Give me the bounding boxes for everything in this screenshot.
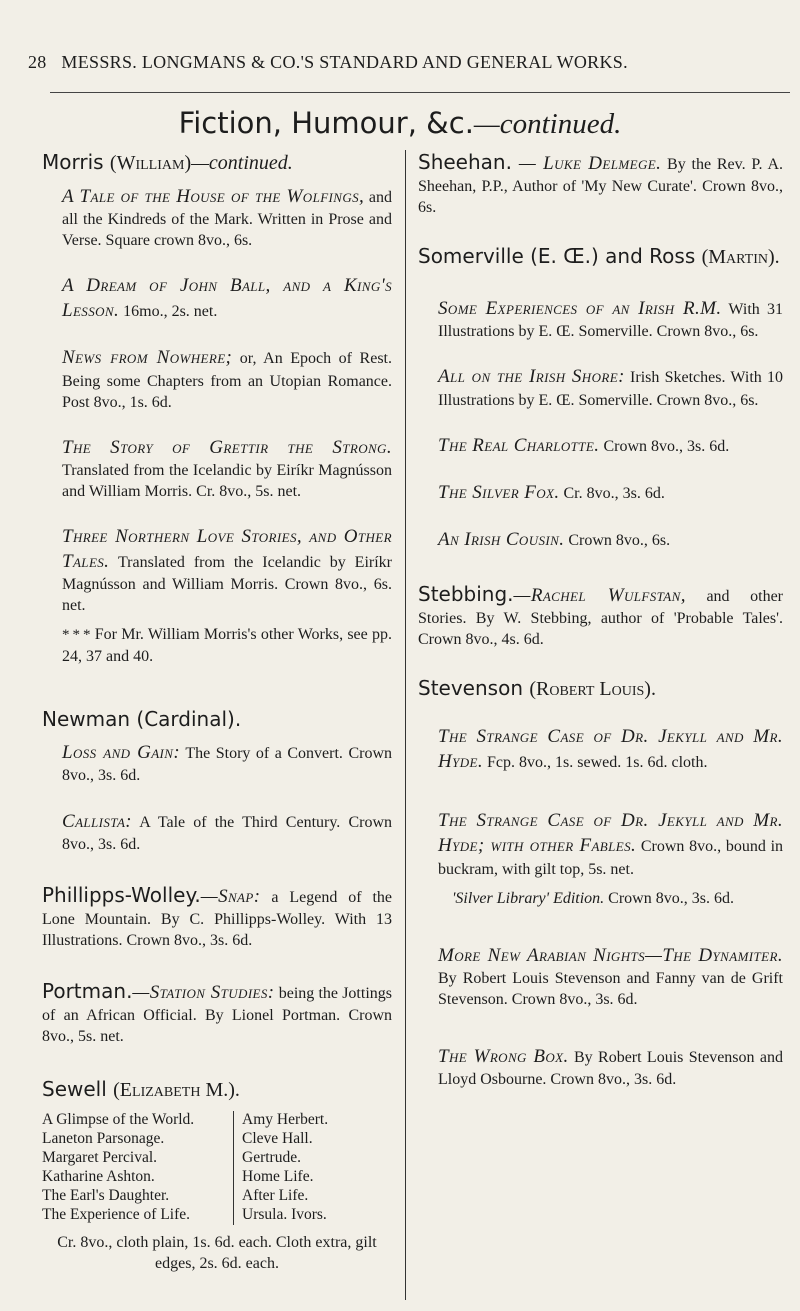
note-text: For Mr. William Morris's other Works, see pp. 24, 37 and 40. [62, 626, 392, 666]
author-heading-newman [42, 707, 392, 732]
book-title: Three Northern Love Stories, and Other Tales. [62, 526, 392, 573]
price-note: Cr. 8vo., cloth plain, 1s. 6d. each. Cloth extra, gilt edges, 2s. 6d. each. [57, 1233, 377, 1272]
title-list-column-a [42, 1111, 234, 1224]
book-description: Fcp. 8vo., 1s. sewed. 1s. 6d. cloth. [483, 754, 708, 772]
author-entry-portman [42, 979, 392, 1047]
book-title: Some Experiences of an Irish R.M. [438, 298, 722, 320]
author-name: Phillipps-Wolley. [42, 882, 201, 907]
list-item: Katharine Ashton. [42, 1168, 155, 1186]
book-title: Loss and Gain: [62, 742, 181, 764]
list-item: Gertrude. [242, 1149, 301, 1167]
book-title: More New Arabian Nights—The Dynamiter. [438, 944, 783, 966]
book-description: Crown 8vo., 6s. [564, 531, 671, 549]
list-item: After Life. [242, 1186, 309, 1204]
book-entry [418, 364, 783, 410]
header-rule [50, 92, 790, 93]
book-description: a Legend of the Lone Mountain. By C. Phillipps-Wolley. With 13 Illustrations. Crown 8vo., 3s. 6d. [42, 888, 392, 949]
list-item: The Experience of Life. [42, 1205, 191, 1223]
continued-note: —continued. [191, 152, 293, 174]
book-description: Irish Sketches. With 10 Illustrations by E. Œ. Somerville. Crown 8vo., 6s. [438, 369, 783, 409]
book-title: A Dream of John Ball, and a King's Lesson. [62, 275, 392, 322]
book-description: With 31 Illustrations by E. Œ. Somerville. Crown 8vo., 6s. [438, 301, 784, 341]
book-entry [418, 296, 783, 342]
book-title: News from Nowhere; [62, 347, 233, 369]
book-edition-entry [418, 888, 783, 909]
edition-title: 'Silver Library' Edition. [452, 889, 605, 907]
list-item: Cleve Hall. [242, 1130, 313, 1148]
section-title [0, 106, 800, 141]
author-name: Sewell [42, 1077, 107, 1102]
book-title: The Real Charlotte. [438, 434, 600, 456]
author-entry-phillipps-wolley [42, 883, 392, 951]
author-name: Portman. [42, 979, 133, 1003]
author-detail: (Cardinal). [136, 707, 242, 732]
title-list-column-b [234, 1111, 328, 1224]
book-title: An Irish Cousin. [438, 528, 565, 550]
book-description: and all the Kindreds of the Mark. Written in Prose and Verse. Square crown 8vo., 6s. [62, 189, 392, 250]
book-entry [42, 740, 392, 786]
book-entry [42, 524, 392, 616]
list-item: Ursula. Ivors. [242, 1205, 327, 1223]
book-description: Translated from the Icelandic by Eiríkr Magnússon and William Morris. Crown 8vo., 6s. net. [62, 554, 392, 615]
author-heading-sewell [42, 1077, 392, 1103]
list-item: The Earl's Daughter. [42, 1186, 170, 1204]
book-entry [42, 809, 392, 855]
book-description: Crown 8vo., 3s. 6d. [599, 437, 730, 455]
left-column [42, 150, 392, 1274]
book-entry [418, 480, 783, 505]
author-name: Sheehan. [418, 150, 512, 174]
section-title-text: Fiction, Humour, &c. [178, 106, 474, 140]
page-number: 28 [28, 52, 47, 72]
book-title: The Silver Fox. [438, 481, 560, 503]
book-title: All on the Irish Shore: [438, 366, 625, 388]
author-name: Somerville (E. Œ.) and Ross [418, 244, 696, 269]
book-description: By Robert Louis Stevenson and Lloyd Osbourne. Crown 8vo., 3s. 6d. [438, 1049, 783, 1089]
list-item: Margaret Percival. [42, 1149, 158, 1167]
author-detail: (William) [109, 152, 192, 174]
book-description: being the Jottings of an African Official. By Lionel Portman. Crown 8vo., 5s. net. [42, 985, 392, 1046]
right-column [405, 150, 783, 1300]
book-entry [42, 345, 392, 412]
book-entry [418, 724, 783, 774]
book-description: Crown 8vo., bound in buckram, with gilt top, 5s. net. [438, 838, 784, 878]
running-header [28, 52, 768, 73]
book-description: and other Stories. By W. Stebbing, author of 'Probable Tales'. Crown 8vo., 4s. 6d. [418, 587, 784, 649]
book-description: Crown 8vo., 3s. 6d. [604, 889, 734, 907]
list-item: Amy Herbert. [242, 1111, 329, 1129]
asterism-mark: * * * [62, 627, 91, 644]
book-title: — Luke Delmege. [511, 153, 662, 174]
book-title: Callista: [62, 810, 133, 832]
book-entry [418, 808, 783, 879]
book-description: 16mo., 2s. net. [119, 303, 218, 321]
author-name: Stevenson [418, 676, 523, 701]
running-title: MESSRS. LONGMANS & CO.'S STANDARD AND GENERAL WORKS. [61, 52, 628, 72]
book-entry [418, 1044, 783, 1090]
author-name: Morris [42, 150, 104, 174]
author-heading-stevenson [418, 676, 783, 702]
author-detail: (Martin). [701, 246, 780, 269]
book-entry [42, 184, 392, 251]
book-description: By the Rev. P. A. Sheehan, P.P., Author of 'My New Curate'. Crown 8vo., 6s. [418, 156, 784, 217]
author-name: Stebbing. [418, 581, 514, 606]
book-description: A Tale of the Third Century. Crown 8vo., 3s. 6d. [62, 813, 392, 853]
cross-reference-note [42, 624, 392, 667]
section-continued: —continued. [473, 108, 622, 140]
book-title: —Station Studies: [132, 982, 275, 1003]
book-description: or, An Epoch of Rest. Being some Chapters from an Utopian Romance. Post 8vo., 1s. 6d. [62, 350, 392, 411]
book-description: The Story of a Convert. Crown 8vo., 3s. 6d. [62, 745, 392, 785]
book-entry [42, 273, 392, 323]
book-title: The Strange Case of Dr. Jekyll and Mr. Hyde. [438, 726, 783, 773]
book-description: By Robert Louis Stevenson and Fanny van de Grift Stevenson. Crown 8vo., 3s. 6d. [438, 969, 783, 1008]
author-heading-morris [42, 150, 392, 176]
list-item: A Glimpse of the World. [42, 1111, 195, 1129]
book-description: Translated from the Icelandic by Eiríkr Magnússon and William Morris. Cr. 8vo., 5s. net. [62, 461, 392, 500]
author-heading-somerville [418, 244, 783, 270]
list-item: Laneton Parsonage. [42, 1130, 165, 1148]
author-name: Newman [42, 707, 131, 732]
list-item: Home Life. [242, 1168, 314, 1186]
book-entry [418, 433, 783, 458]
book-entry [418, 943, 783, 1010]
author-entry-stebbing [418, 582, 783, 650]
book-title: —Snap: [200, 885, 261, 907]
author-detail: (Robert Louis). [529, 678, 656, 701]
title-list [42, 1111, 392, 1224]
book-title: —Rachel Wulfstan, [513, 584, 686, 606]
author-detail: (Elizabeth M.). [113, 1079, 240, 1102]
book-entry [418, 527, 783, 552]
book-title: A Tale of the House of the Wolfings, [62, 186, 365, 207]
book-title: The Story of Grettir the Strong. [62, 436, 392, 458]
book-title: The Wrong Box. [438, 1046, 569, 1068]
book-description: Cr. 8vo., 3s. 6d. [559, 484, 665, 502]
author-entry-sheehan [418, 150, 783, 218]
book-entry [42, 435, 392, 502]
book-title: The Strange Case of Dr. Jekyll and Mr. Hyde; with other Fables. [438, 810, 783, 857]
